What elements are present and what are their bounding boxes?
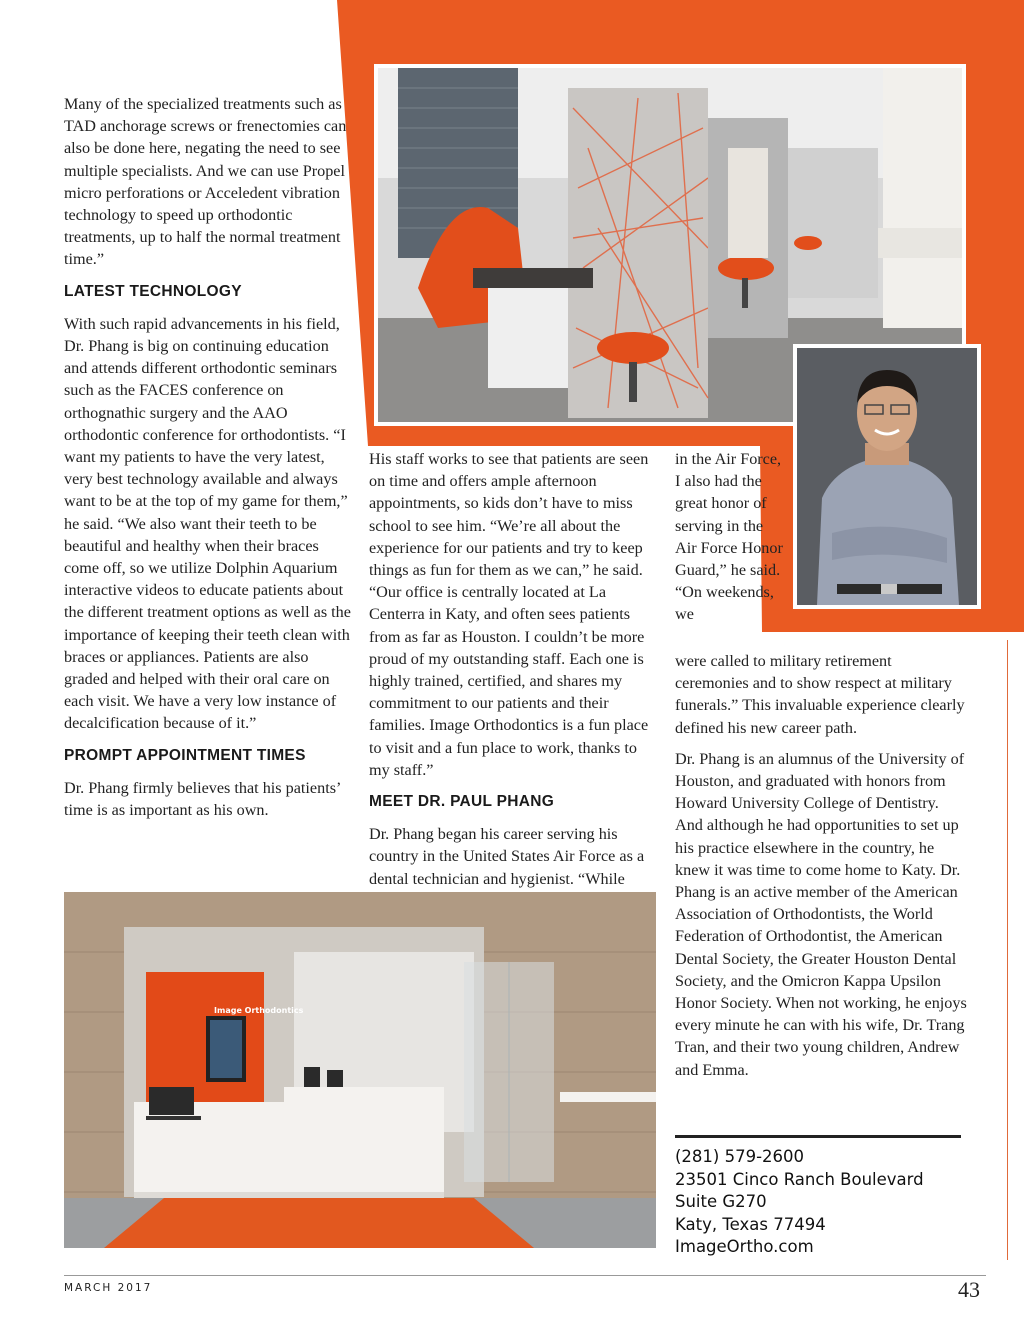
heading-prompt-appointment-times: PROMPT APPOINTMENT TIMES xyxy=(64,746,306,764)
contact-divider xyxy=(675,1135,961,1138)
contact-info xyxy=(675,1146,975,1259)
article-column-3 xyxy=(675,650,967,1090)
article-column-3-narrow xyxy=(675,448,785,626)
reception-sign-text: Image Orthodontics xyxy=(214,1006,304,1015)
reception-desk-photo xyxy=(64,892,656,1248)
footer-rule xyxy=(64,1275,986,1276)
bio-paragraph: Dr. Phang is an alumnus of the University of Houston, and graduated with honors from Howard University College of Dentistry. And although he had opportunities to set up his practice elsewhere in the country, he knew it was time to come home to Katy. Dr. Phang is an active member of the American Association of Orthodontists, the World Federation of Orthodontist, the American Dental Society, the Greater Houston Dental Society, and the Omicron Kappa Upsilon Honor Society. When not working, he enjoys every minute he can with his wife, Dr. Trang Tran, and their two young children, Andrew and Emma. xyxy=(675,749,967,1079)
career-continued-narrow: in the Air Force, I also had the great honor of serving in the Air Force Honor Guard,” he said. “On weekends, we xyxy=(675,450,783,624)
contact-street: 23501 Cinco Ranch Boulevard xyxy=(675,1169,924,1189)
heading-latest-technology: LATEST TECHNOLOGY xyxy=(64,282,242,300)
contact-city: Katy, Texas 77494 xyxy=(675,1214,826,1234)
page-edge-rule xyxy=(1007,640,1008,1260)
article-column-1 xyxy=(64,93,354,830)
appointments-paragraph: Dr. Phang firmly believes that his patients’ time is as important as his own. xyxy=(64,778,341,820)
intro-paragraph: Many of the specialized treatments such as TAD anchorage screws or frenectomies can also be done here, negating the need to see multiple specialists. And we can use Propel micro perforations or Acceledent vibration technology to speed up orthodontic treatments, up to half the normal treatment time.” xyxy=(64,95,347,269)
page-number: 43 xyxy=(958,1277,980,1302)
heading-meet-dr-paul-phang: MEET DR. PAUL PHANG xyxy=(369,793,555,811)
technology-paragraph: With such rapid advancements in his field, Dr. Phang is big on continuing education and attends different orthodontic seminars such as the FACES conference on orthognathic surgery and the AAO orthodontic conference for orthodontists. “I want my patients to have the very latest, very best technology available and always want to be at the top of my game for them,” he said. “We also want their teeth to be beautiful and healthy when their braces come off, so we utilize Dolphin Aquarium interactive videos to educate patients about the different treatment options as well as the importance of keeping their teeth clean with braces or appliances. Patients are also graded and helped with their oral care on each visit. We have a very low instance of decalcification because of it.” xyxy=(64,314,351,733)
contact-suite: Suite G270 xyxy=(675,1192,767,1212)
contact-phone: (281) 579-2600 xyxy=(675,1147,805,1166)
article-column-2 xyxy=(369,448,661,899)
footer-issue-date: MARCH 2017 xyxy=(64,1282,153,1294)
contact-website[interactable]: ImageOrtho.com xyxy=(675,1237,814,1257)
staff-paragraph: His staff works to see that patients are seen on time and offers ample afternoon appointments, so kids don’t have to miss school to see him. “We’re all about the experience for our patients and try to keep things as fun for them as we can,” he said. “Our office is centrally located at La Centerra in Katy, and often sees patients from as far as Houston. I couldn’t be more proud of my outstanding staff. Each one is highly trained, certified, and shares my commitment to our patients and their families. Image Orthodontics is a fun place to visit and a fun place to work, thanks to my staff.” xyxy=(369,450,649,779)
career-continued-wide: were called to military retirement ceremonies and to show respect at military funerals.” This invaluable experience clearly defined his new career path. xyxy=(675,652,965,737)
dr-phang-portrait-photo xyxy=(793,344,981,609)
career-paragraph: Dr. Phang began his career serving his country in the United States Air Force as a dental technician and hygienist. “While xyxy=(369,825,645,888)
